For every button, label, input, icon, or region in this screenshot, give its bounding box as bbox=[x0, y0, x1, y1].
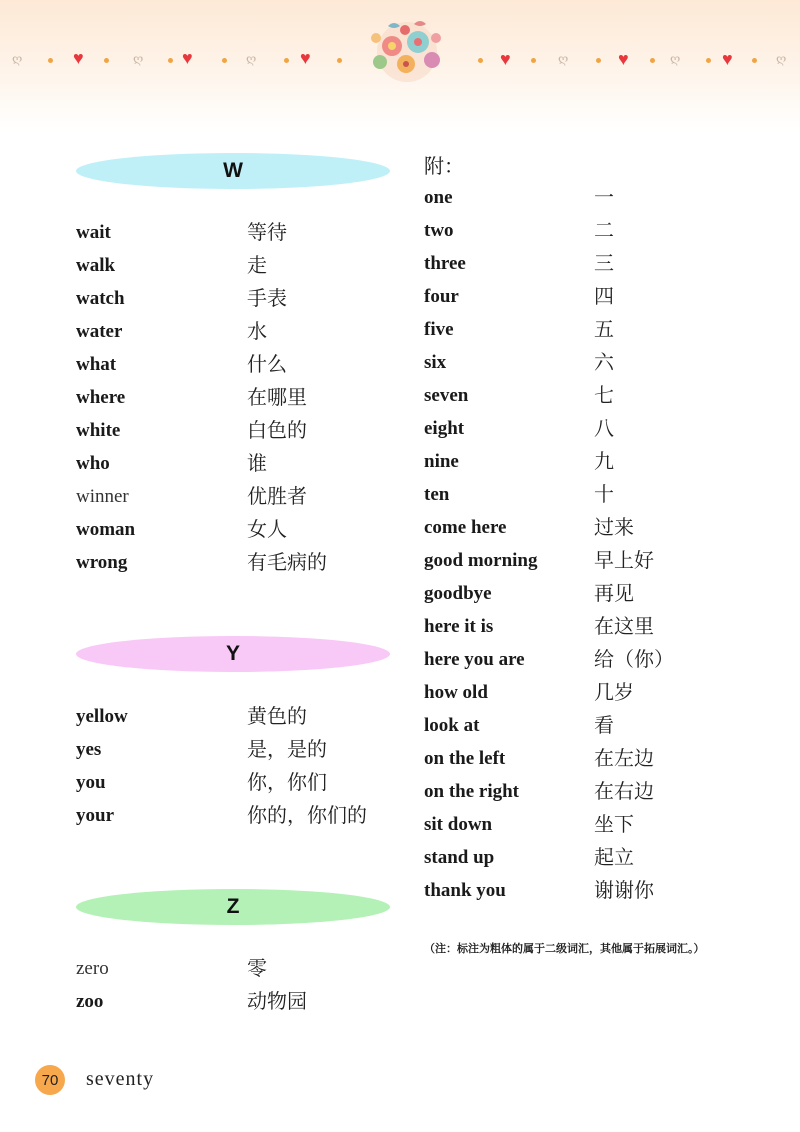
chinese-meaning: 在右边 bbox=[594, 779, 654, 803]
section-letter: Y bbox=[225, 642, 240, 665]
dot-icon bbox=[104, 58, 109, 63]
chinese-meaning: 一 bbox=[594, 185, 614, 209]
chinese-meaning: 过来 bbox=[594, 515, 634, 539]
heart-icon: ♥ bbox=[722, 49, 733, 69]
chinese-meaning: 再见 bbox=[594, 581, 634, 605]
chinese-meaning: 八 bbox=[594, 416, 614, 440]
chinese-meaning: 动物园 bbox=[247, 989, 307, 1013]
chinese-meaning: 三 bbox=[594, 251, 614, 275]
chinese-meaning: 六 bbox=[594, 350, 614, 374]
english-word: on the left bbox=[424, 748, 506, 769]
chinese-meaning: 走 bbox=[247, 253, 267, 277]
page-number: 70 bbox=[41, 1071, 59, 1089]
english-word: eight bbox=[424, 418, 465, 439]
footnote: （注：标注为粗体的属于二级词汇，其他属于拓展词汇。） bbox=[424, 942, 705, 955]
english-word: walk bbox=[76, 255, 116, 276]
section-banner-z bbox=[76, 889, 390, 925]
dot-icon bbox=[596, 58, 601, 63]
english-word: thank you bbox=[424, 880, 506, 901]
english-word: wrong bbox=[76, 552, 128, 573]
english-word: yes bbox=[76, 739, 102, 760]
chinese-meaning: 早上好 bbox=[594, 548, 654, 572]
dot-icon bbox=[752, 58, 757, 63]
english-word: yellow bbox=[76, 706, 128, 727]
chinese-meaning: 起立 bbox=[594, 845, 634, 869]
flower-bouquet-icon bbox=[352, 16, 462, 86]
english-word: on the right bbox=[424, 781, 519, 802]
chinese-meaning: 二 bbox=[594, 218, 614, 242]
english-word: ten bbox=[424, 484, 450, 505]
english-word: stand up bbox=[424, 847, 495, 868]
english-word: who bbox=[76, 453, 110, 474]
chinese-meaning: 什么 bbox=[247, 352, 287, 376]
chinese-meaning: 在左边 bbox=[594, 746, 654, 770]
english-word: here it is bbox=[424, 616, 494, 637]
english-word: nine bbox=[424, 451, 459, 472]
english-word: what bbox=[76, 354, 117, 375]
chinese-meaning: 水 bbox=[247, 319, 267, 343]
dot-icon bbox=[650, 58, 655, 63]
chinese-meaning: 你的，你们的 bbox=[247, 803, 367, 827]
swirl-icon: ღ bbox=[558, 52, 569, 66]
heart-icon: ♥ bbox=[500, 49, 511, 69]
english-word: woman bbox=[76, 519, 136, 540]
english-word: come here bbox=[424, 517, 507, 538]
english-word: water bbox=[76, 321, 123, 342]
chinese-meaning: 在哪里 bbox=[247, 385, 307, 409]
page-number-word: seventy bbox=[86, 1068, 155, 1090]
swirl-icon: ღ bbox=[670, 52, 681, 66]
chinese-meaning: 优胜者 bbox=[247, 484, 307, 508]
english-word: five bbox=[424, 319, 454, 340]
section-banner-y bbox=[76, 636, 390, 672]
dot-icon bbox=[478, 58, 483, 63]
chinese-meaning: 谁 bbox=[247, 451, 267, 475]
chinese-meaning: 七 bbox=[594, 383, 614, 407]
heart-icon: ♥ bbox=[73, 48, 84, 68]
chinese-meaning: 给（你） bbox=[594, 647, 674, 671]
section-banner-w bbox=[76, 153, 390, 189]
english-word: winner bbox=[76, 486, 129, 507]
chinese-meaning: 有毛病的 bbox=[247, 550, 327, 574]
heart-icon: ♥ bbox=[182, 48, 193, 68]
chinese-meaning: 女人 bbox=[247, 517, 287, 541]
chinese-meaning: 九 bbox=[594, 449, 614, 473]
dot-icon bbox=[337, 58, 342, 63]
swirl-icon: ღ bbox=[776, 52, 787, 66]
english-word: your bbox=[76, 805, 114, 826]
chinese-meaning: 你，你们 bbox=[247, 770, 327, 794]
english-word: zero bbox=[76, 958, 109, 979]
dot-icon bbox=[706, 58, 711, 63]
english-word: here you are bbox=[424, 649, 525, 670]
english-word: six bbox=[424, 352, 447, 373]
english-word: zoo bbox=[76, 991, 104, 1012]
chinese-meaning: 五 bbox=[594, 317, 614, 341]
chinese-meaning: 十 bbox=[594, 482, 614, 506]
dot-icon bbox=[284, 58, 289, 63]
english-word: three bbox=[424, 253, 466, 274]
dot-icon bbox=[531, 58, 536, 63]
section-letter: Z bbox=[226, 895, 240, 918]
chinese-meaning: 在这里 bbox=[594, 614, 654, 638]
english-word: look at bbox=[424, 715, 480, 736]
appendix-title: 附： bbox=[424, 154, 464, 178]
english-word: wait bbox=[76, 222, 111, 243]
heart-icon: ♥ bbox=[618, 49, 629, 69]
chinese-meaning: 是，是的 bbox=[247, 737, 327, 761]
swirl-icon: ღ bbox=[12, 52, 23, 66]
english-word: good morning bbox=[424, 550, 538, 571]
english-word: you bbox=[76, 772, 106, 793]
english-word: one bbox=[424, 187, 453, 208]
english-word: four bbox=[424, 286, 459, 307]
chinese-meaning: 白色的 bbox=[247, 418, 307, 442]
english-word: seven bbox=[424, 385, 469, 406]
english-word: where bbox=[76, 387, 126, 408]
chinese-meaning: 坐下 bbox=[594, 812, 634, 836]
dot-icon bbox=[222, 58, 227, 63]
chinese-meaning: 几岁 bbox=[594, 680, 634, 704]
english-word: sit down bbox=[424, 814, 493, 835]
chinese-meaning: 谢谢你 bbox=[594, 878, 654, 902]
english-word: watch bbox=[76, 288, 125, 309]
english-word: two bbox=[424, 220, 454, 241]
chinese-meaning: 手表 bbox=[247, 286, 287, 310]
english-word: white bbox=[76, 420, 121, 441]
dot-icon bbox=[48, 58, 53, 63]
dot-icon bbox=[168, 58, 173, 63]
chinese-meaning: 等待 bbox=[247, 220, 287, 244]
chinese-meaning: 看 bbox=[594, 713, 614, 737]
chinese-meaning: 四 bbox=[594, 284, 614, 308]
section-letter: W bbox=[223, 159, 243, 182]
page-number-badge bbox=[35, 1065, 65, 1095]
chinese-meaning: 黄色的 bbox=[247, 704, 307, 728]
english-word: goodbye bbox=[424, 583, 492, 604]
swirl-icon: ღ bbox=[246, 52, 257, 66]
english-word: how old bbox=[424, 682, 488, 703]
swirl-icon: ღ bbox=[133, 52, 144, 66]
chinese-meaning: 零 bbox=[247, 956, 267, 980]
heart-icon: ♥ bbox=[300, 48, 311, 68]
